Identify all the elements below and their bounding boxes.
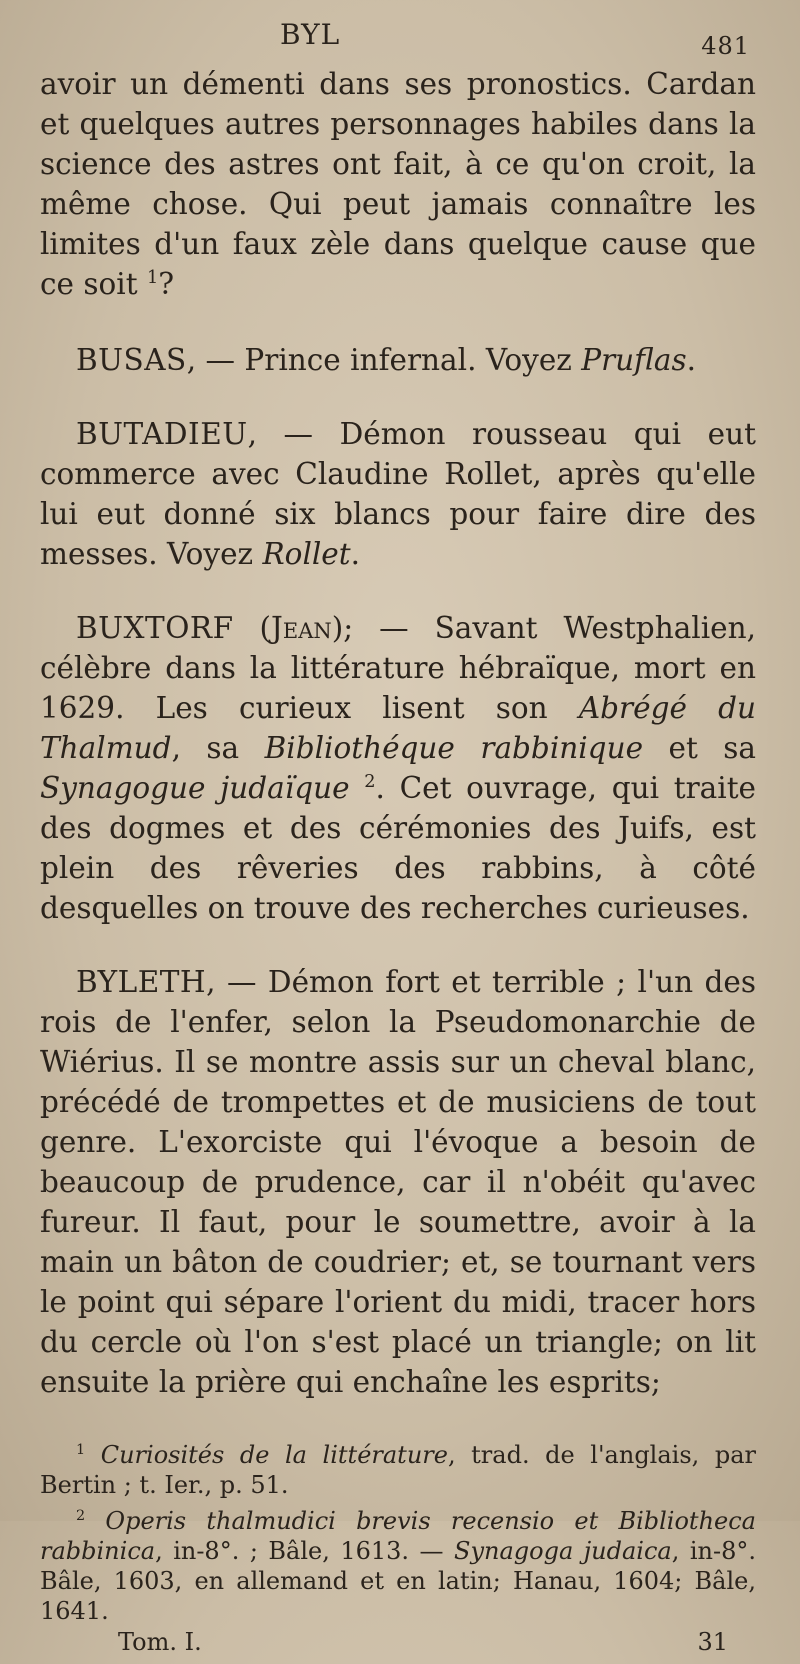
footnote-2 bbox=[40, 1506, 756, 1626]
footnotes bbox=[40, 1440, 756, 1626]
entry-byleth bbox=[40, 962, 756, 1402]
buxtorf-title-1: Abrégé du Thalmud bbox=[40, 691, 756, 765]
page-number: 481 bbox=[701, 32, 750, 60]
entry-busas-text: , — Prince infernal. Voyez bbox=[186, 343, 582, 377]
entry-buxtorf: BUXTORF (Jean); — Savant Westphalien, célèbre dans la littérature hébraïque, mort en 1629. Les curieux lisent son Abrégé du Thalmud, sa Bibliothéque rabbinique et sa Synagogue judaïque $^2$. Cet ouvrage, qui traite des dogmes et des cérémonies des Juifs, est plein des rêveries des rabbins, à côté desquelles on trouve des recherches curieuses. bbox=[40, 611, 757, 925]
footnote-2-text-2: , in-8°. Bâle, 1603, en allemand et en latin; Hanau, 1604; Bâle, 1641. bbox=[40, 1537, 756, 1625]
footnote-1-mark: 1 bbox=[76, 1442, 86, 1458]
buxtorf-text-4: . Cet ouvrage, qui traite des dogmes et des cérémonies des Juifs, est plein des rêveries des rabbins, à côté desquelles on trouve des recherches curieuses. bbox=[40, 771, 757, 925]
buxtorf-text-3: et sa bbox=[643, 731, 757, 765]
footnote-ref-1: 1 bbox=[146, 268, 159, 289]
entry-busas bbox=[40, 340, 756, 380]
footnote-ref-2: 2 bbox=[364, 772, 376, 793]
footnote-1-title: Curiosités de la littérature bbox=[100, 1441, 448, 1469]
continuation-end: ? bbox=[158, 267, 175, 301]
continuation-paragraph bbox=[40, 64, 756, 304]
running-head: BYL bbox=[280, 18, 341, 51]
entry-butadieu-crossref: Rollet bbox=[262, 537, 351, 571]
footnote-1 bbox=[40, 1440, 756, 1500]
footnote-2-title-1: Operis thalmudici brevis recensio et Bibliotheca rabbinica bbox=[40, 1507, 756, 1565]
continuation-text: avoir un démenti dans ses pronostics. Cardan et quelques autres personnages habiles dans la science des astres ont fait, à ce qu'on croit, la même chose. Qui peut jamais connaître les limites d'un faux zèle dans quelque cause que ce soit bbox=[40, 67, 756, 301]
buxtorf-title-3: Synagogue judaïque bbox=[40, 771, 350, 805]
entry-butadieu-text: , — Démon rousseau qui eut commerce avec Claudine Rollet, après qu'elle lui eut donné six blancs pour faire dire des messes. Voyez bbox=[40, 417, 756, 571]
buxtorf-text-1: ; — Savant Westphalien, célèbre dans la littérature hébraïque, mort en 1629. Les curieux lisent son bbox=[40, 611, 756, 725]
entry-butadieu bbox=[40, 414, 756, 574]
headword-butadieu: BUTADIEU bbox=[76, 417, 248, 451]
headword-busas: BUSAS bbox=[76, 343, 187, 377]
entry-busas-end: . bbox=[686, 343, 696, 377]
headword-buxtorf: BUXTORF bbox=[76, 611, 234, 645]
sheet-number: 31 bbox=[697, 1628, 728, 1656]
buxtorf-text-2: , sa bbox=[171, 731, 265, 765]
buxtorf-title-2: Bibliothéque rabbinique bbox=[264, 731, 644, 765]
signature-mark: Tom. I. bbox=[118, 1628, 202, 1656]
footnote-2-text-1: , in-8°. ; Bâle, 1613. — bbox=[155, 1537, 454, 1565]
byleth-text: , — Démon fort et terrible ; l'un des rois de l'enfer, selon la Pseudomonarchie de Wiérius. Il se montre assis sur un cheval blanc, précédé de trompettes et de musiciens de tout genre. L'exorciste qui l'évoque a besoin de beaucoup de prudence, car il n'obéit qu'avec fureur. Il faut, pour le soumettre, avoir à la main un bâton de coudrier; et, se tournant vers le point qui sépare l'orient du midi, tracer hors du cercle où l'on s'est placé un triangle; on lit ensuite la prière qui enchaîne les esprits; bbox=[40, 965, 756, 1399]
page-footer bbox=[40, 1628, 756, 1664]
footnote-2-title-2: Synagoga judaica bbox=[454, 1537, 672, 1565]
headword-byleth: BYLETH bbox=[76, 965, 207, 999]
body-text bbox=[40, 64, 756, 1402]
page-header bbox=[40, 18, 756, 64]
entry-busas-crossref: Pruflas bbox=[581, 343, 687, 377]
buxtorf-given-name: Jean bbox=[271, 611, 332, 645]
entry-butadieu-end: . bbox=[350, 537, 361, 571]
footnote-1-text: , trad. de l'anglais, par Bertin ; t. Ier., p. 51. bbox=[40, 1441, 756, 1499]
footnote-2-mark: 2 bbox=[76, 1508, 86, 1524]
